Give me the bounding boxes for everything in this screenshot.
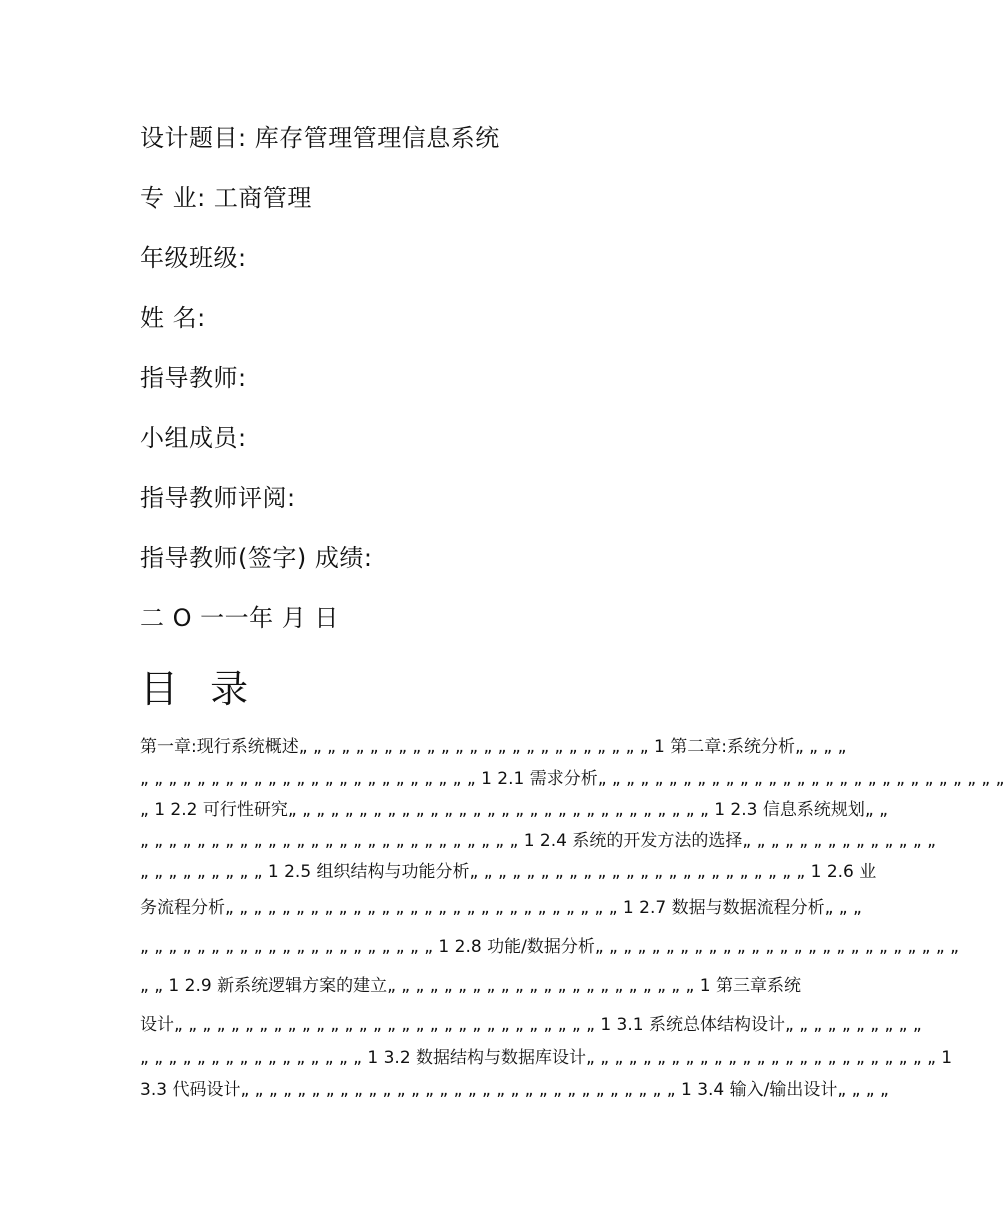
advisor-signature-grade-line: 指导教师(签字) 成绩: <box>140 544 373 572</box>
toc-line: 第一章:现行系统概述„ „ „ „ „ „ „ „ „ „ „ „ „ „ „ „ „ „ „ „ „ „ „ „ „ 1 第二章:系统分析„ „ „ „ <box>140 737 847 757</box>
grade-class-line: 年级班级: <box>140 244 247 272</box>
toc-line: „ „ „ „ „ „ „ „ „ „ „ „ „ „ „ „ 1 3.2 数据结构与数据库设计„ „ „ „ „ „ „ „ „ „ „ „ „ „ „ „ „ „ „ „ „ „ „ „ „ 1 <box>140 1048 953 1068</box>
group-members-line: 小组成员: <box>140 424 247 452</box>
design-topic-line: 设计题目: 库存管理管理信息系统 <box>140 124 500 152</box>
toc-line: „ „ 1 2.9 新系统逻辑方案的建立„ „ „ „ „ „ „ „ „ „ „ „ „ „ „ „ „ „ „ „ „ „ 1 第三章系统 <box>140 976 801 996</box>
toc-line: 3.3 代码设计„ „ „ „ „ „ „ „ „ „ „ „ „ „ „ „ „ „ „ „ „ „ „ „ „ „ „ „ „ „ „ 1 3.4 输入/输出设计„ „ „ „ <box>140 1080 889 1100</box>
toc-line: 设计„ „ „ „ „ „ „ „ „ „ „ „ „ „ „ „ „ „ „ „ „ „ „ „ „ „ „ „ „ „ 1 3.1 系统总体结构设计„ „ „ „ „ „ „ „ „ „ <box>140 1015 922 1035</box>
toc-line: 务流程分析„ „ „ „ „ „ „ „ „ „ „ „ „ „ „ „ „ „ „ „ „ „ „ „ „ „ „ „ 1 2.7 数据与数据流程分析„ „ „ <box>140 898 862 918</box>
toc-line: „ „ „ „ „ „ „ „ „ „ „ „ „ „ „ „ „ „ „ „ „ „ „ „ 1 2.1 需求分析„ „ „ „ „ „ „ „ „ „ „ „ „ „ „ „ „ „ „ „ „ „ „ „ „ „ „ „ „ <box>140 769 1004 789</box>
major-line: 专 业: 工商管理 <box>140 184 312 212</box>
name-line: 姓 名: <box>140 304 206 332</box>
toc-line: „ „ „ „ „ „ „ „ „ „ „ „ „ „ „ „ „ „ „ „ „ „ „ „ „ „ „ 1 2.4 系统的开发方法的选择„ „ „ „ „ „ „ „ „ „ „ „ „ „ <box>140 831 936 851</box>
toc-line: „ 1 2.2 可行性研究„ „ „ „ „ „ „ „ „ „ „ „ „ „ „ „ „ „ „ „ „ „ „ „ „ „ „ „ „ „ 1 2.3 信息系统规划„ „ <box>140 800 888 820</box>
date-line: 二 O 一一年 月 日 <box>140 604 339 632</box>
advisor-line: 指导教师: <box>140 364 247 392</box>
toc-line: „ „ „ „ „ „ „ „ „ 1 2.5 组织结构与功能分析„ „ „ „ „ „ „ „ „ „ „ „ „ „ „ „ „ „ „ „ „ „ „ „ 1 2.6 业 <box>140 862 877 882</box>
toc-line: „ „ „ „ „ „ „ „ „ „ „ „ „ „ „ „ „ „ „ „ „ 1 2.8 功能/数据分析„ „ „ „ „ „ „ „ „ „ „ „ „ „ „ „ „ „ „ „ „ „ „ „ „ „ <box>140 937 959 957</box>
toc-title: 目 录 <box>140 667 259 711</box>
advisor-review-line: 指导教师评阅: <box>140 484 296 512</box>
